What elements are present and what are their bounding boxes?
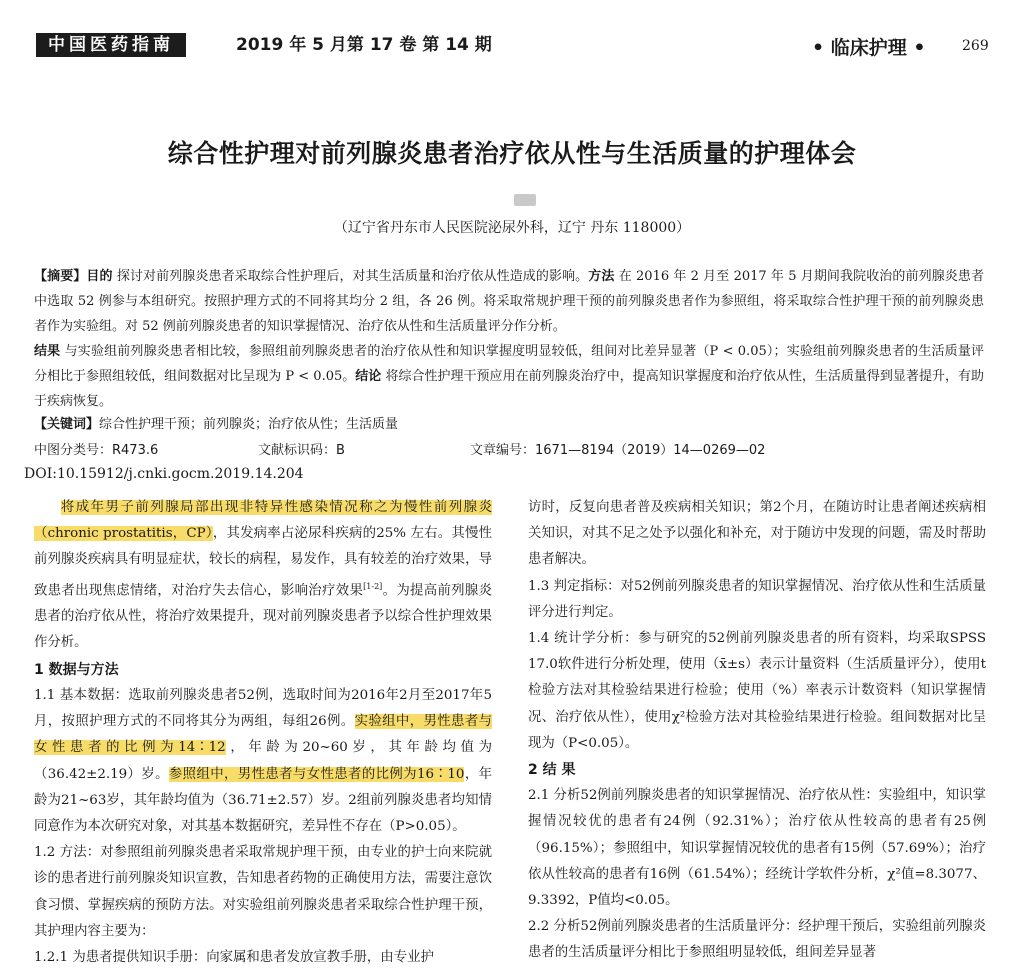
- author-name-redacted: [514, 194, 536, 206]
- objective-label: 目的: [86, 269, 113, 284]
- method-text: 在 2016 年 2 月至 2017 年 5 月期间我院收治的前列腺炎患者中选取 52 例参与本组研究。按照护理方式的不同将其均分 2 组，各 26 例。将采取常规护理干预的前列腺炎患者作为参照组，将采取综合性护理干预的前列腺炎患者作为实验组。对 52 例前列腺炎患者的知识掌握情况、治疗依从性和生活质量评分作分析。: [34, 269, 984, 334]
- document-code: 文献标识码：B: [258, 443, 345, 458]
- section-heading-1: 1 数据与方法: [34, 661, 119, 678]
- paragraph-1-4: 1.4 统计学分析：参与研究的52例前列腺炎患者的所有资料，均采取SPSS 17.0软件进行分析处理，使用（x̄±s）表示计量资料（生活质量评分），使用t检验方法对其检验结果进行检验；使用（%）率表示计数资料（知识掌握情况、治疗依从性），使用χ²检验方法对其检验结果进行检验。组间数据对比呈现为（P<0.05）。: [528, 631, 986, 751]
- doi: DOI:10.15912/j.cnki.gocm.2019.14.204: [24, 466, 304, 482]
- paragraph-continued: 访时，反复向患者普及疾病相关知识；第2个月，在随访时让患者阐述疾病相关知识，对其不足之处予以强化和补充，对于随访中发现的问题，需及时帮助患者解决。: [528, 500, 986, 568]
- section-label: • 临床护理 •: [812, 37, 926, 59]
- article-number: 文章编号：1671—8194（2019）14—0269—02: [470, 443, 766, 458]
- highlight-definition: 将成年男子前列腺局部出现非特异性感染情况称之为慢性前列腺炎（chronic prostatitis，CP）: [34, 500, 492, 542]
- keywords-label: 【关键词】: [34, 417, 100, 432]
- right-column: [528, 495, 986, 967]
- clc-number: 中图分类号：R473.6: [34, 443, 159, 458]
- conclusion-label: 结论: [355, 369, 382, 384]
- paragraph-1-3: 1.3 判定指标：对52例前列腺炎患者的知识掌握情况、治疗依从性和生活质量评分进行判定。: [528, 578, 986, 620]
- issue-info: 2019 年 5 月第 17 卷 第 14 期: [236, 35, 492, 55]
- result-text: 与实验组前列腺炎患者相比较，参照组前列腺炎患者的治疗依从性和知识掌握度明显较低，组间对比差异显著（P < 0.05）；实验组前列腺炎患者的生活质量评分相比于参照组较低，组间数据对比呈现为 P < 0.05。: [34, 344, 984, 384]
- paragraph-1-2-1: 1.2.1 为患者提供知识手册：向家属和患者发放宣教手册，由专业护: [34, 949, 434, 965]
- highlight-exp-ratio: 实验组中，男性患者与女性患者的比例为14∶12: [34, 714, 493, 756]
- result-label: 结果: [34, 344, 61, 359]
- left-column: [34, 495, 492, 971]
- abstract: [34, 264, 984, 414]
- paragraph-1-2: 1.2 方法：对参照组前列腺炎患者采取常规护理干预，由专业的护士向来院就诊的患者进行前列腺炎知识宣教，告知患者药物的正确使用方法，需要注意饮食习惯、掌握疾病的预防方法。对实验组前列腺炎患者采取综合性护理干预，其护理内容主要为：: [34, 845, 492, 939]
- keywords-text: 综合性护理干预；前列腺炎；治疗依从性；生活质量: [99, 417, 399, 432]
- paragraph-1-1: 1.1 基本数据：选取前列腺炎患者52例，选取时间为2016年2月至2017年5月，按照护理方式的不同将其分为两组，每组26例。实验组中，男性患者与女性患者的比例为14∶12，年龄为20~60岁，其年龄均值为（36.42±2.19）岁。参照组中，男性患者与女性患者的比例为16∶10，年龄为21~63岁，其年龄均值为（36.71±2.57）岁。2组前列腺炎患者均知情同意作为本次研究对象，对其基本数据研究，差异性不存在（P>0.05）。: [34, 687, 493, 834]
- conclusion-text: 将综合性护理干预应用在前列腺炎治疗中，提高知识掌握度和治疗依从性，生活质量得到显著提升，有助于疾病恢复。: [34, 369, 984, 409]
- citation: [1-2]: [363, 581, 383, 591]
- page-number: 269: [962, 38, 989, 54]
- paragraph-2-1: 2.1 分析52例前列腺炎患者的知识掌握情况、治疗依从性：实验组中，知识掌握情况较优的患者有24例（92.31%）；治疗依从性较高的患者有25例（96.15%）；参照组中，知识掌握情况较优的患者有15例（57.69%）；治疗依从性较高的患者有16例（61.54%）；经统计学软件分析，χ²值=8.3077、9.3392，P值均<0.05。: [528, 788, 986, 909]
- journal-name: 中国医药指南: [36, 33, 186, 57]
- method-label: 方法: [588, 269, 615, 284]
- paragraph-2-2: 2.2 分析52例前列腺炎患者的生活质量评分：经护理干预后，实验组前列腺炎患者的生活质量评分相比于参照组明显较低，组间差异显著: [528, 919, 986, 961]
- highlight-ref-ratio: 参照组中，男性患者与女性患者的比例为16∶10: [168, 766, 465, 782]
- affiliation: （辽宁省丹东市人民医院泌尿外科，辽宁 丹东 118000）: [333, 220, 691, 236]
- abstract-label: 【摘要】: [34, 269, 87, 284]
- section-heading-2: 2 结 果: [528, 762, 576, 779]
- intro-paragraph: 将成年男子前列腺局部出现非特异性感染情况称之为慢性前列腺炎（chronic prostatitis，CP），其发病率占泌尿科疾病的25% 左右。其慢性前列腺炎疾病具有明显症状，较长的病程，易发作，具有较差的治疗效果，导致患者出现焦虑情绪，对治疗失去信心，影响治疗效果[1-2]。为提高前列腺炎患者的治疗依从性，将治疗效果提升，现对前列腺炎患者予以综合性护理效果作分析。: [34, 500, 492, 651]
- keywords: [34, 414, 398, 436]
- article-title: 综合性护理对前列腺炎患者治疗依从性与生活质量的护理体会: [167, 139, 857, 168]
- objective-text: 探讨对前列腺炎患者采取综合性护理后，对其生活质量和治疗依从性造成的影响。: [112, 269, 589, 284]
